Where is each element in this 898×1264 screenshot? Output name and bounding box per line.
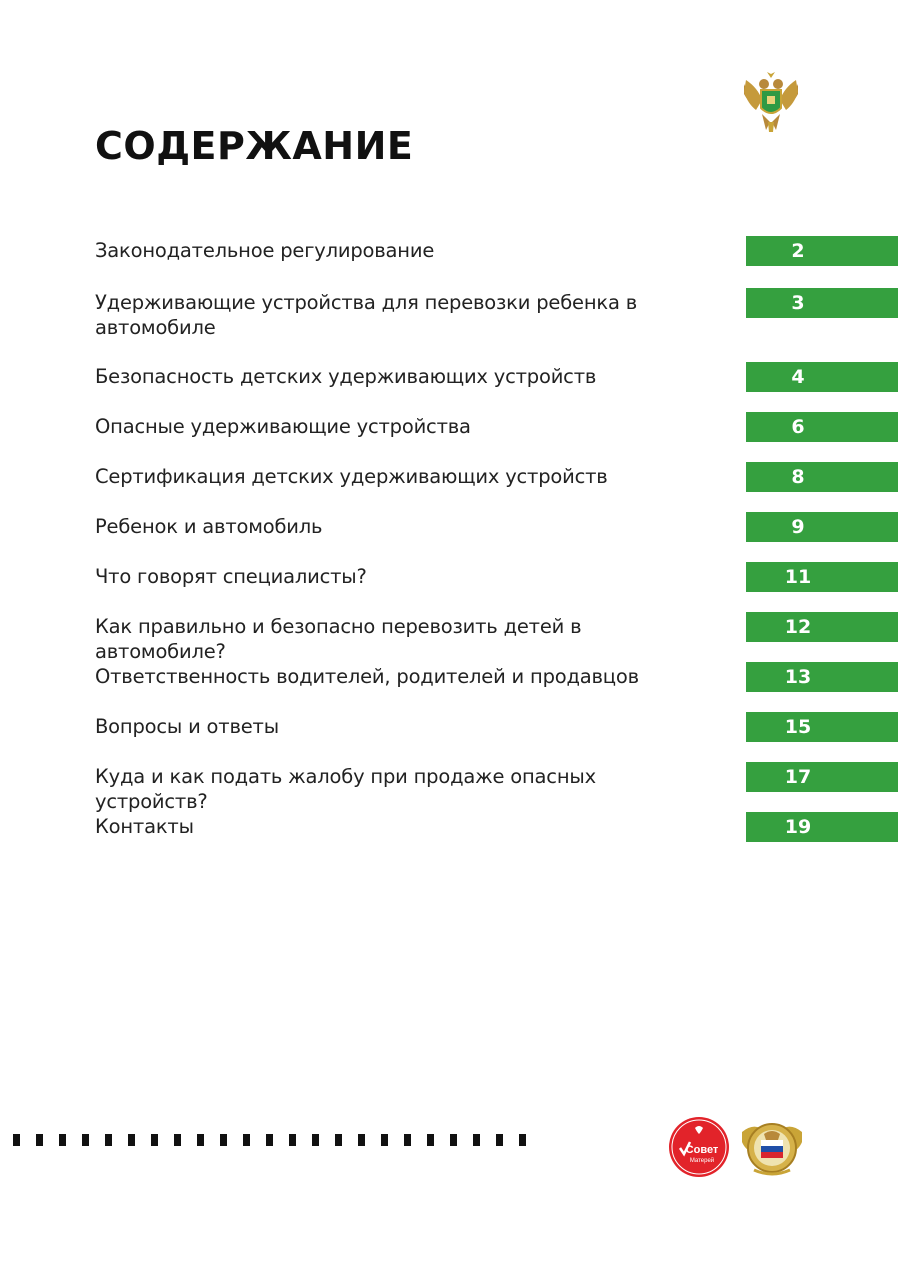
toc-item-page-badge: 13	[746, 662, 898, 692]
logo-sovet-label: Совет	[685, 1144, 719, 1156]
page-title: СОДЕРЖАНИЕ	[95, 124, 414, 168]
toc-item-label: Опасные удерживающие устройства	[95, 415, 471, 438]
gibdd-emblem-icon	[738, 1114, 806, 1178]
toc-item-label: Что говорят специалисты?	[95, 565, 367, 588]
toc-item-label: Вопросы и ответы	[95, 715, 279, 738]
dashed-divider	[13, 1132, 533, 1148]
toc-item-label: Как правильно и безопасно перевозить детей в автомобиле?	[95, 615, 582, 663]
toc-item-page-badge: 19	[746, 812, 898, 842]
toc-item-label: Безопасность детских удерживающих устройств	[95, 365, 597, 388]
toc-item-label: Удерживающие устройства для перевозки ребенка в автомобиле	[95, 291, 637, 339]
toc-item-page-badge: 3	[746, 288, 898, 318]
sovet-materey-logo-icon	[668, 1116, 730, 1178]
toc-item-label: Сертификация детских удерживающих устройств	[95, 465, 608, 488]
toc-item-page-badge: 12	[746, 612, 898, 642]
toc-item-label: Контакты	[95, 815, 194, 838]
toc-item-page-badge: 2	[746, 236, 898, 266]
toc-item-page-badge: 6	[746, 412, 898, 442]
logo-sovet-sublabel: Матерей	[689, 1158, 715, 1164]
toc-item-page-badge: 4	[746, 362, 898, 392]
toc-item-label: Куда и как подать жалобу при продаже опасных устройств?	[95, 765, 596, 813]
toc-item-page-badge: 9	[746, 512, 898, 542]
toc-item-label: Ответственность водителей, родителей и продавцов	[95, 665, 639, 688]
toc-item-page-badge: 17	[746, 762, 898, 792]
toc-item-page-badge: 11	[746, 562, 898, 592]
toc-item-label: Ребенок и автомобиль	[95, 515, 323, 538]
toc-item-page-badge: 8	[746, 462, 898, 492]
toc-item-page-badge: 15	[746, 712, 898, 742]
toc-item-label: Законодательное регулирование	[95, 239, 435, 262]
